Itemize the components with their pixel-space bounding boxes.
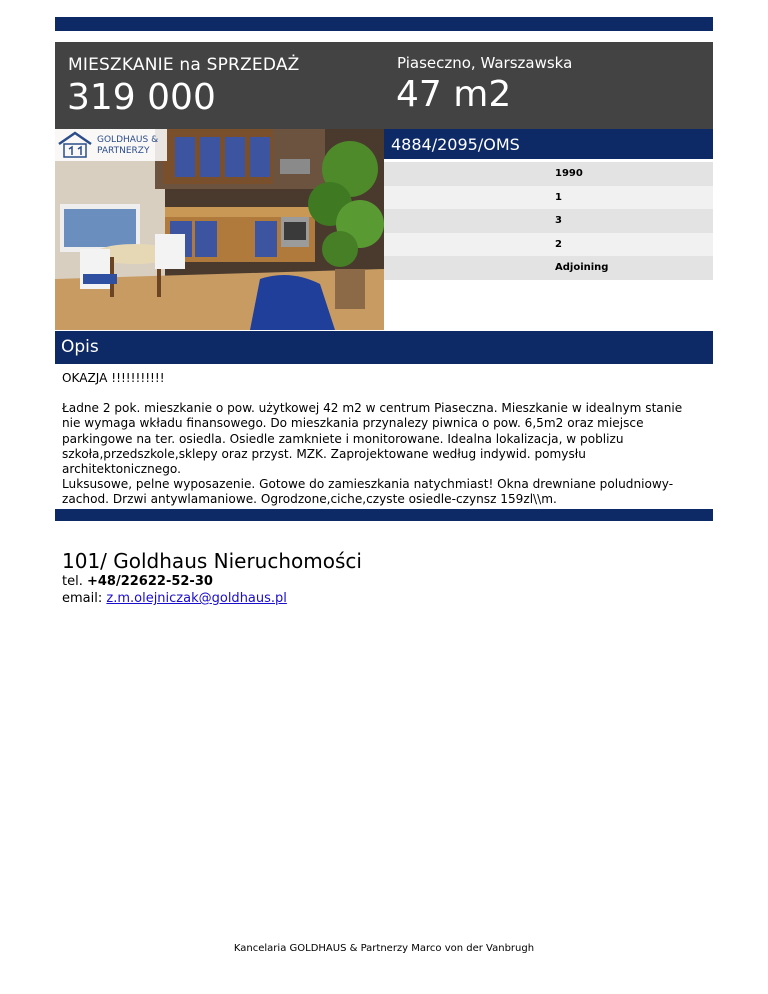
description-line-3: Luksusowe, pelne wyposazenie. Gotowe do zamieszkania natychmiast! Okna drewniane poludniowy-zachod. Drzwi antywlamaniowe. Ogrodzone,ciche,czyste osiedle-czynsz 159zl\\m.: [62, 477, 674, 507]
description-section-header: [55, 331, 713, 364]
footer-text: Kancelaria GOLDHAUS & Partnerzy Marco von der Vanbrugh: [233, 943, 535, 954]
detail-value: 1: [555, 191, 562, 203]
detail-value: 1990: [555, 168, 583, 179]
email-link[interactable]: z.m.olejniczak@goldhaus.pl: [106, 591, 287, 606]
section-title: Opis: [61, 337, 99, 357]
logo-line-1: GOLDHAUS &: [97, 135, 159, 145]
agency-name: 101/ Goldhaus Nieruchomości: [62, 549, 362, 573]
listing-type: MIESZKANIE na SPRZEDAŻ: [68, 55, 300, 75]
logo-line-2: PARTNERZY: [97, 146, 150, 156]
email-line: [62, 590, 362, 607]
listing-header: [55, 42, 713, 129]
detail-value: Adjoining: [555, 262, 609, 273]
property-photo: [55, 129, 384, 330]
detail-value: 2: [555, 238, 562, 250]
phone-line: [62, 573, 362, 590]
description-text: [62, 371, 702, 508]
listing-price: 319 000: [67, 77, 216, 118]
company-logo: [55, 129, 167, 161]
house-logo-icon: [57, 131, 93, 159]
reference-number: 4884/2095/OMS: [391, 135, 520, 154]
detail-row: [384, 256, 713, 280]
phone-label: tel.: [62, 574, 83, 589]
description-line-1: OKAZJA !!!!!!!!!!!: [62, 371, 165, 385]
top-divider-bar: [55, 17, 713, 31]
agency-contact: [62, 549, 362, 607]
email-label: email:: [62, 591, 103, 606]
detail-value: 3: [555, 215, 562, 226]
reference-bar: [384, 129, 713, 159]
details-table: [384, 162, 713, 280]
listing-location: Piaseczno, Warszawska: [397, 54, 573, 72]
listing-area: 47 m2: [396, 74, 512, 115]
detail-row: [384, 233, 713, 257]
detail-row: [384, 209, 713, 233]
phone-number: +48/22622-52-30: [86, 574, 213, 589]
detail-row: [384, 186, 713, 210]
description-line-2: Ładne 2 pok. mieszkanie o pow. użytkowej 42 m2 w centrum Piaseczna. Mieszkanie w idealnym stanie nie wymaga wkładu finansowego. Do mieszkania przynalezy piwnica o pow. 6,5m2 oraz miejsce parkingowe na ter. osiedla. Osiedle zamkniete i monitorowane. Idealna lokalizacja, w poblizu szkoła,przedszkole,sklepy oraz przyst. MZK. Zaprojektowane według indywid. pomysłu architektonicznego.: [62, 401, 683, 477]
detail-row: [384, 162, 713, 186]
bottom-divider-bar: [55, 509, 713, 521]
